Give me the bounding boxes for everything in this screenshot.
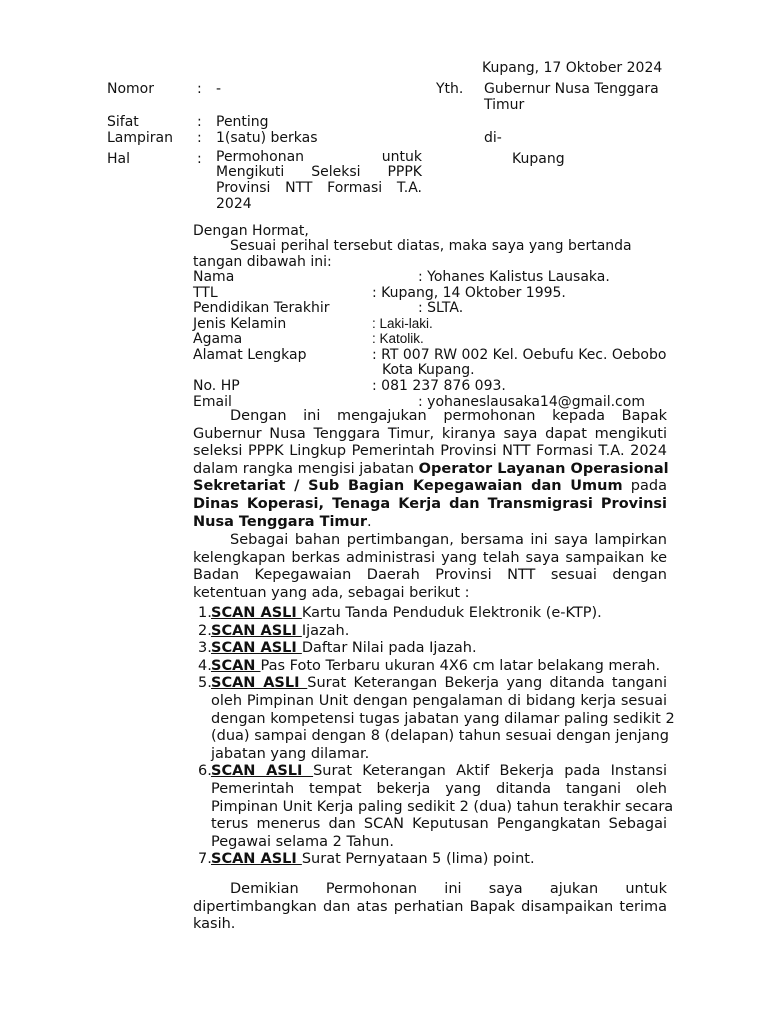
scan-label: SCAN ASLI: [211, 622, 302, 639]
list-item: [193, 605, 667, 623]
para1-line-4: [193, 461, 667, 479]
hal-line-3: Provinsi NTT Formasi T.A.: [216, 180, 422, 196]
info-ttl-label: TTL: [193, 285, 218, 301]
letter-date: Kupang, 17 Oktober 2024: [482, 60, 663, 76]
list-line: oleh Pimpinan Unit dengan pengalaman di bidang kerja sesuai: [211, 692, 667, 709]
sifat-label: Sifat: [107, 114, 139, 130]
info-agama-value: : Katolik.: [372, 331, 424, 346]
paragraph-closing: [193, 881, 667, 934]
scan-label: SCAN ASLI: [211, 640, 302, 657]
para1-line-5: [193, 478, 667, 496]
intro-line-2: tangan dibawah ini:: [193, 254, 332, 270]
hal-colon: :: [197, 151, 202, 167]
recipient-name-line1: Gubernur Nusa Tenggara: [484, 81, 659, 97]
list-text: Kartu Tanda Penduduk Elektronik (e-KTP).: [301, 605, 602, 621]
list-item: [193, 640, 667, 658]
list-item: [193, 763, 674, 851]
para2-line-4: ketentuan yang ada, sebagai berikut :: [193, 584, 470, 601]
list-line: dengan kompetensi tugas jabatan yang dilamar paling sedikit 2: [211, 710, 675, 727]
yth-label: Yth.: [436, 81, 464, 97]
scan-label: SCAN ASLI: [211, 763, 314, 780]
sifat-colon: :: [197, 114, 202, 130]
info-jk-value: : Laki-laki.: [372, 316, 433, 331]
job-title-part-2: Sekretariat / Sub Bagian Kepegawaian dan Umum: [193, 478, 623, 495]
list-text: Daftar Nilai pada Ijazah.: [301, 640, 477, 657]
nomor-value: -: [216, 81, 222, 97]
info-nama-label: Nama: [193, 269, 235, 285]
nomor-label: Nomor: [107, 81, 154, 97]
para1-line-2: Gubernur Nusa Tenggara Timur, kiranya saya dapat mengikuti: [193, 425, 667, 442]
di-label: di-: [484, 130, 502, 146]
list-line: [211, 605, 667, 623]
list-number: 7.: [198, 851, 212, 868]
list-line: [211, 658, 667, 676]
list-text: Pas Foto Terbaru ukuran 4X6 cm latar belakang merah.: [260, 657, 661, 674]
hal-line-2: Mengikuti Seleksi PPPK: [216, 164, 422, 180]
sifat-value: Penting: [216, 114, 269, 130]
list-line: [211, 640, 667, 658]
paragraph-attachments: [193, 532, 667, 602]
list-line: Pemerintah tempat bekerja yang ditanda tangani oleh: [211, 780, 667, 797]
para1-line-4-text: dalam rangka mengisi jabatan: [193, 460, 419, 477]
lampiran-colon: :: [197, 130, 202, 146]
closing-line-2: dipertimbangkan dan atas perhatian Bapak disampaikan terima: [193, 898, 667, 915]
list-text: Ijazah.: [301, 622, 350, 639]
para1-line-3: seleksi PPPK Lingkup Pemerintah Provinsi NTT Formasi T.A. 2024: [193, 443, 667, 460]
hal-label: Hal: [107, 151, 130, 167]
info-ttl-value: : Kupang, 14 Oktober 1995.: [372, 285, 566, 301]
list-text: Surat Keterangan Aktif Bekerja pada Instansi: [313, 763, 667, 780]
para1-line-6: [193, 496, 667, 514]
lampiran-label: Lampiran: [107, 130, 174, 146]
list-item: [193, 851, 667, 869]
para1-line-5-text: pada: [622, 478, 667, 495]
scan-label: SCAN ASLI: [211, 605, 302, 621]
list-number: 1.: [198, 605, 212, 621]
info-jk-label: Jenis Kelamin: [193, 316, 287, 332]
hal-line-4: 2024: [216, 196, 252, 212]
list-line: [211, 763, 667, 781]
para1-line-1: Dengan ini mengajukan permohonan kepada Bapak: [230, 408, 667, 424]
hal-line-1: Permohonan untuk: [216, 149, 422, 165]
agency-name-part-1: Dinas Koperasi, Tenaga Kerja dan Transmigrasi Provinsi: [193, 495, 667, 512]
info-pendidikan-label: Pendidikan Terakhir: [193, 300, 330, 316]
info-alamat-value-1: : RT 007 RW 002 Kel. Oebufu Kec. Oebobo: [372, 347, 667, 363]
list-item: [193, 658, 667, 676]
info-alamat-label: Alamat Lengkap: [193, 347, 307, 363]
list-line: Pegawai selama 2 Tahun.: [211, 833, 394, 850]
list-number: 6.: [198, 763, 212, 780]
info-hp-value: : 081 237 876 093.: [372, 378, 506, 394]
info-email-value: : yohaneslausaka14@gmail.com: [418, 394, 645, 410]
info-nama-value: : Yohanes Kalistus Lausaka.: [418, 269, 610, 285]
list-number: 2.: [198, 622, 212, 639]
info-agama-label: Agama: [193, 331, 243, 347]
list-line: [211, 675, 667, 693]
paragraph-application: [193, 408, 667, 531]
list-line: [211, 623, 667, 641]
list-text: Surat Pernyataan 5 (lima) point.: [301, 851, 535, 868]
intro-line-1: Sesuai perihal tersebut diatas, maka saya yang bertanda: [230, 238, 632, 254]
info-pendidikan-value: : SLTA.: [418, 300, 464, 316]
closing-line-3: kasih.: [193, 916, 236, 933]
scan-label: SCAN ASLI: [211, 851, 302, 868]
list-item: [193, 675, 675, 763]
list-text: Surat Keterangan Bekerja yang ditanda tangani: [307, 675, 667, 692]
nomor-colon: :: [197, 81, 202, 97]
list-line: jabatan yang dilamar.: [211, 745, 370, 762]
list-number: 3.: [198, 640, 212, 657]
lampiran-value: 1(satu) berkas: [216, 130, 318, 146]
greeting: Dengan Hormat,: [193, 223, 309, 239]
recipient-city: Kupang: [512, 151, 565, 167]
info-alamat-value-2: Kota Kupang.: [382, 362, 475, 378]
agency-name-part-2: Nusa Tenggara Timur: [193, 513, 368, 530]
list-line: terus menerus dan SCAN Keputusan Pengangkatan Sebagai: [211, 816, 667, 833]
scan-label: SCAN: [211, 657, 261, 674]
closing-line-1: Demikian Permohonan ini saya ajukan untuk: [230, 881, 667, 897]
scan-label: SCAN ASLI: [211, 675, 308, 692]
list-item: [193, 623, 667, 641]
list-line: Pimpinan Unit Kerja paling sedikit 2 (dua) tahun terakhir secara: [211, 798, 674, 815]
para1-line-7-text: .: [367, 513, 372, 530]
para2-line-3: Badan Kepegawaian Daerah Provinsi NTT sesuai dengan: [193, 567, 667, 584]
list-number: 4.: [198, 657, 212, 674]
info-email-label: Email: [193, 394, 232, 410]
attachment-list: [193, 605, 675, 869]
info-hp-label: No. HP: [193, 378, 240, 394]
para2-line-2: kelengkapan berkas administrasi yang telah saya sampaikan ke: [193, 549, 667, 566]
recipient-name-line2: Timur: [484, 97, 525, 113]
list-line: (dua) sampai dengan 8 (delapan) tahun sesuai dengan jenjang: [211, 728, 669, 745]
list-number: 5.: [198, 675, 212, 692]
list-line: [211, 851, 667, 869]
para1-line-7: [193, 514, 667, 532]
job-title-part-1: Operator Layanan Operasional: [418, 460, 669, 477]
para2-line-1: Sebagai bahan pertimbangan, bersama ini saya lampirkan: [230, 532, 667, 548]
